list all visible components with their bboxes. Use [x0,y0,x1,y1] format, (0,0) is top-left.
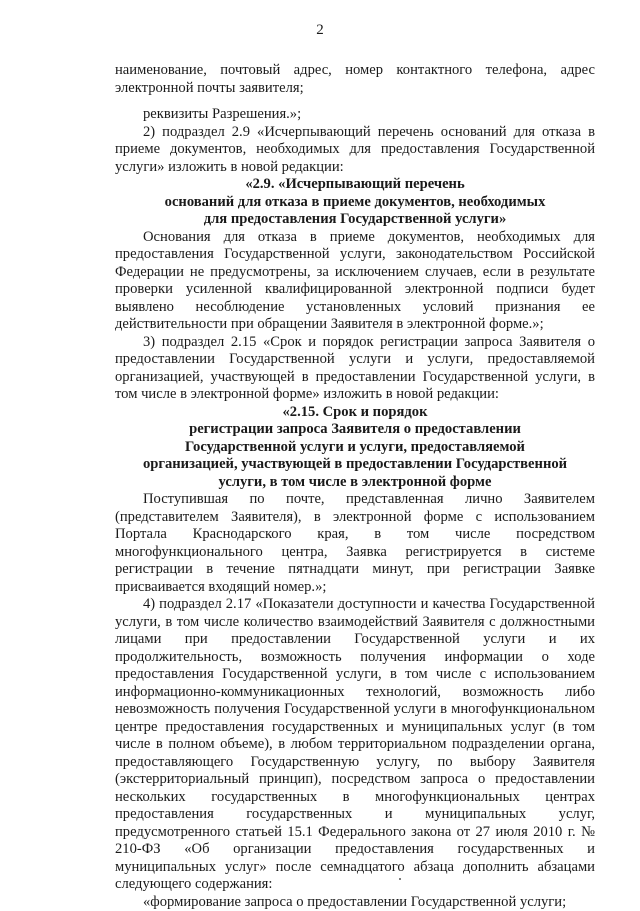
page-number: 2 [0,22,640,39]
section-heading: оснований для отказа в приеме документов, необходимых [115,194,595,212]
document-body [115,62,595,911]
paragraph: Поступившая по почте, представленная лично Заявителем (представителем Заявителя), в электронной форме с использованием Портала Краснодарского края, в том числе посредством многофункционального центра, Заявка регистрируется в системе регистрации в течение пятнадцати минут, при регистрации Заявке присваивается входящий номер.»; [115,491,595,596]
scan-speck [399,878,401,880]
paragraph: 2) подраздел 2.9 «Исчерпывающий перечень оснований для отказа в приеме документов, необходимых для предоставления Государственной услуги» изложить в новой редакции: [115,124,595,177]
paragraph: реквизиты Разрешения.»; [115,106,595,124]
paragraph: 3) подраздел 2.15 «Срок и порядок регистрации запроса Заявителя о предоставлении Государственной услуги и услуги, предоставляемой организацией, участвующей в предоставлении Государственной услуги, в том числе в электронной форме» изложить в новой редакции: [115,334,595,404]
section-heading: для предоставления Государственной услуги» [115,211,595,229]
section-heading: «2.9. «Исчерпывающий перечень [115,176,595,194]
section-heading: услуги, в том числе в электронной форме [115,474,595,492]
paragraph: 4) подраздел 2.17 «Показатели доступности и качества Государственной услуги, в том числе количество взаимодействий Заявителя с должностными лицами при предоставлении Государственной услуги и их продолжительность, возможность получения информации о ходе предоставления Государственной услуги, в том числе с использованием информационно-коммуникационных технологий, возможность либо невозможность получения Государственной услуги в многофункциональном центре предоставления государственных и муниципальных услуг (в том числе в полном объеме), в любом территориальном подразделении органа, предоставляющего Государственную услугу, по выбору Заявителя (экстерриториальный принцип), посредством запроса о предоставлении нескольких государственных в многофункциональных центрах предоставления государственных и муниципальных услуг, предусмотренного статьей 15.1 Федерального закона от 27 июля 2010 г. № 210-ФЗ «Об организации предоставления государственных и муниципальных услуг» после семнадцатого абзаца дополнить абзацами следующего содержания: [115,596,595,894]
section-heading: регистрации запроса Заявителя о предоставлении [115,421,595,439]
paragraph: Основания для отказа в приеме документов, необходимых для предоставления Государственной услуги, законодательством Российской Федерации не предусмотрены, за исключением случаев, если в результате проверки усиленной квалифицированной электронной подписи будет выявлено несоблюдение установленных условий признания ее действительности при обращении Заявителя в электронной форме.»; [115,229,595,334]
section-heading: «2.15. Срок и порядок [115,404,595,422]
section-heading: организацией, участвующей в предоставлении Государственной [115,456,595,474]
paragraph: «формирование запроса о предоставлении Государственной услуги; [115,894,595,911]
section-heading: Государственной услуги и услуги, предоставляемой [115,439,595,457]
paragraph: наименование, почтовый адрес, номер контактного телефона, адрес электронной почты заявителя; [115,62,595,97]
